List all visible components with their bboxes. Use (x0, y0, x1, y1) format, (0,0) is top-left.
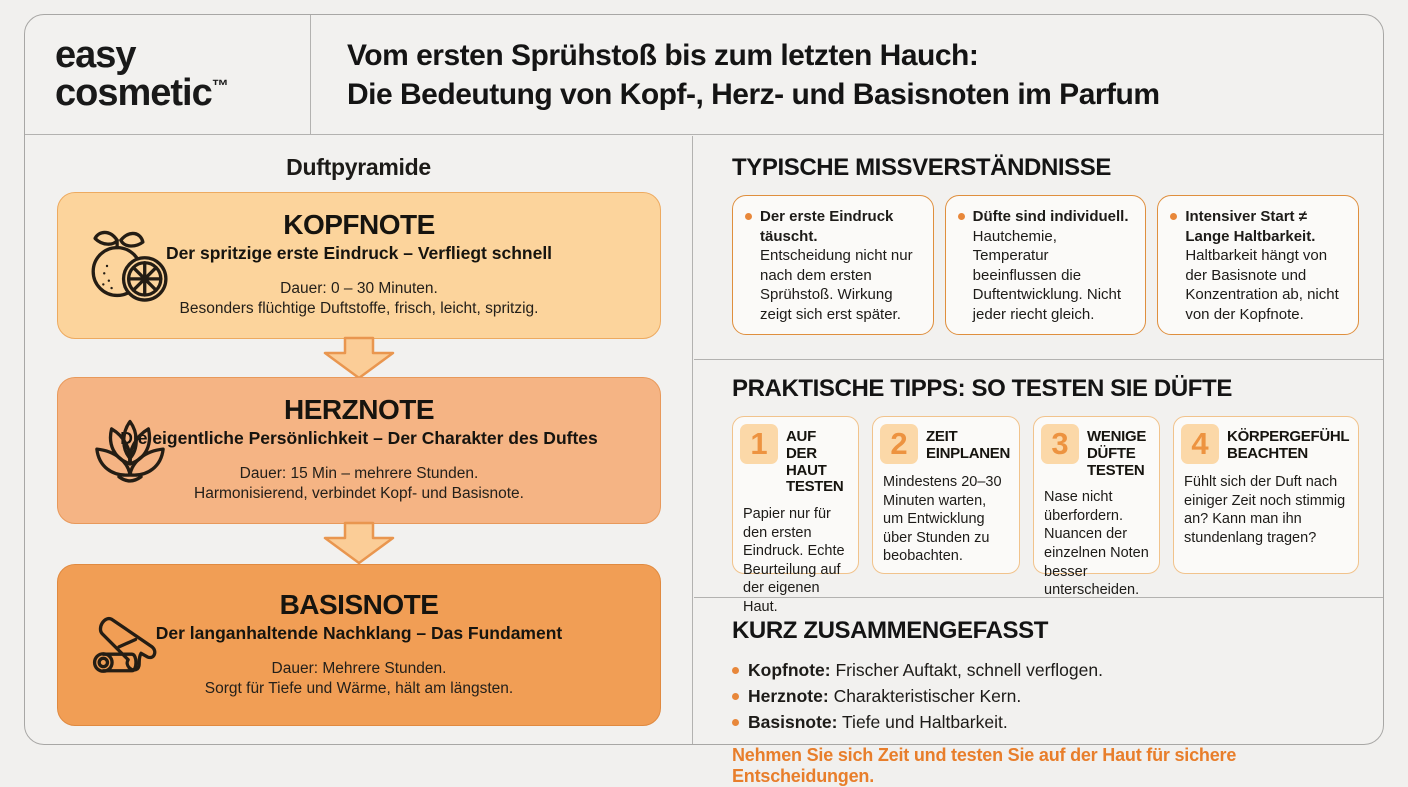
summary-item (732, 660, 1359, 681)
citrus-icon (84, 220, 176, 312)
tip-title: ZEIT EINPLANEN (926, 428, 1011, 462)
right-column (694, 136, 1383, 786)
level-description: Besonders flüchtige Duftstoffe, frisch, leicht, spritzig. (179, 299, 539, 317)
level-basisnote (57, 564, 661, 726)
page-title (347, 36, 1383, 114)
misconception-card (732, 195, 934, 335)
card-text: Hautchemie, Temperatur beeinflussen die Duftentwicklung. Nicht jeder riecht gleich. (972, 227, 1122, 323)
card-bold-text: Düfte sind individuell. (972, 208, 1129, 225)
wood-icon (84, 599, 176, 691)
tip-text: Nase nicht überfordern. Nuancen der einzelnen Noten besser unterscheiden. (1044, 489, 1149, 599)
title-box (311, 15, 1383, 134)
summary-text: Frischer Auftakt, schnell verflogen. (830, 660, 1103, 680)
summary-label: Herznote: (748, 686, 829, 706)
tip-number-badge: 4 (1181, 424, 1219, 464)
tip-title: KÖRPERGEFÜHL BEACHTEN (1227, 428, 1349, 462)
tips-heading: PRAKTISCHE TIPPS: SO TESTEN SIE DÜFTE (732, 375, 1232, 402)
level-herznote (57, 377, 661, 524)
section-summary (694, 599, 1383, 786)
trademark-symbol: ™ (211, 75, 229, 95)
tips-cards (732, 416, 1359, 615)
title-line1: Vom ersten Sprühstoß bis zum letzten Hauch: (347, 38, 979, 72)
card-bold-text: Intensiver Start ≠ Lange Haltbarkeit. (1185, 208, 1316, 245)
summary-footer: Nehmen Sie sich Zeit und testen Sie auf der Haut für sichere Entscheidungen. (732, 745, 1237, 786)
lotus-icon (84, 405, 176, 497)
misconceptions-cards (732, 195, 1359, 335)
bullet-icon (958, 213, 965, 220)
brand-logo (55, 34, 229, 114)
section-tips (694, 361, 1383, 615)
summary-heading: KURZ ZUSAMMENGEFASST (732, 617, 1049, 644)
bullet-icon (732, 693, 739, 700)
level-description: Harmonisierend, verbindet Kopf- und Basisnote. (194, 484, 524, 502)
level-duration: Dauer: 0 – 30 Minuten. (280, 280, 438, 297)
header (25, 15, 1383, 135)
level-subtitle: Der spritzige erste Eindruck – Verfliegt schnell (165, 243, 553, 263)
tip-text: Papier nur für den ersten Eindruck. Echte Beurteilung auf der eigenen Haut. (743, 506, 845, 615)
level-title: HERZNOTE (284, 394, 434, 425)
bullet-icon (732, 667, 739, 674)
level-description: Sorgt für Tiefe und Wärme, hält am längsten. (204, 679, 514, 697)
logo-line2: cosmetic (55, 71, 212, 114)
card-text: Haltbarkeit hängt von der Basisnote und Konzentration ab, nicht von der Kopfnote. (1185, 247, 1339, 323)
level-subtitle: Die eigentliche Persönlichkeit – Der Charakter des Duftes (120, 428, 598, 448)
title-line2: Die Bedeutung von Kopf-, Herz- und Basisnoten im Parfum (347, 77, 1160, 111)
summary-label: Kopfnote: (748, 660, 831, 680)
card-bold-text: Der erste Eindruck täuscht. (760, 208, 894, 245)
card-text: Entscheidung nicht nur nach dem ersten Sprühstoß. Wirkung zeigt sich erst später. (760, 247, 913, 323)
tip-card (1173, 416, 1359, 574)
tip-text: Mindestens 20–30 Minuten warten, um Entwicklung über Stunden zu beobachten. (883, 474, 1002, 565)
summary-label: Basisnote: (748, 712, 838, 732)
level-subtitle: Der langanhaltende Nachklang – Das Fundament (155, 623, 563, 643)
infographic-frame (24, 14, 1384, 786)
tip-text: Fühlt sich der Duft nach einiger Zeit noch stimmig an? Kann man ihn stundenlang tragen? (1184, 474, 1346, 546)
level-title: KOPFNOTE (283, 209, 435, 240)
level-duration: Dauer: 15 Min – mehrere Stunden. (239, 465, 479, 482)
bullet-icon (1170, 213, 1177, 220)
misconceptions-heading: TYPISCHE MISSVERSTÄNDNISSE (732, 154, 1112, 181)
summary-text: Charakteristischer Kern. (828, 686, 1022, 706)
summary-item (732, 712, 1359, 733)
bullet-icon (732, 719, 739, 726)
tip-card (872, 416, 1020, 574)
tip-number-badge: 3 (1041, 424, 1079, 464)
level-kopfnote (57, 192, 661, 339)
misconception-card (945, 195, 1147, 335)
tip-number-badge: 1 (740, 424, 778, 464)
tip-card (1033, 416, 1160, 599)
tip-card (732, 416, 859, 615)
bullet-icon (745, 213, 752, 220)
tip-title: AUF DER HAUT TESTEN (786, 428, 844, 496)
summary-item (732, 686, 1359, 707)
arrow-down-icon (322, 522, 396, 569)
level-duration: Dauer: Mehrere Stunden. (271, 660, 447, 677)
summary-list (732, 660, 1359, 733)
tip-number-badge: 2 (880, 424, 918, 464)
section-misconceptions (694, 136, 1383, 360)
tip-title: WENIGE DÜFTE TESTEN (1087, 428, 1147, 479)
misconception-card (1157, 195, 1359, 335)
level-title: BASISNOTE (279, 589, 439, 620)
logo-box (25, 15, 311, 134)
logo-line1: easy (55, 34, 136, 77)
summary-text: Tiefe und Haltbarkeit. (837, 712, 1008, 732)
pyramid-heading: Duftpyramide (286, 154, 431, 180)
pyramid-column (25, 136, 693, 744)
